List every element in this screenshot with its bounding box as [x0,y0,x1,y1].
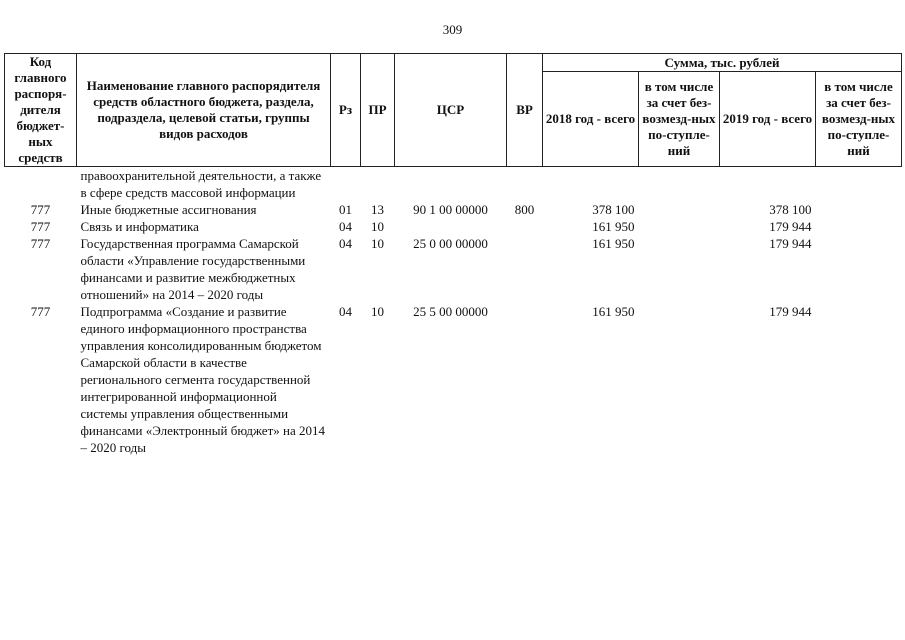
budget-table [4,53,902,456]
cell-2018-total: 161 950 [592,236,635,251]
cell-rz [331,167,361,202]
cell-csr [395,218,507,235]
cell-2018-free [639,235,720,303]
header-pr: ПР [361,54,395,167]
cell-csr: 90 1 00 00000 [413,202,488,217]
table-row [5,201,902,218]
cell-2019-free [816,303,902,456]
table-row [5,167,902,202]
table-row [5,218,902,235]
header-name: Наименование главного распорядителя средств областного бюджета, раздела, подраздела, целевой статьи, группы видов расходов [77,54,331,167]
cell-code: 777 [30,202,51,217]
cell-csr [395,167,507,202]
header-2018-free: в том числе за счет без-возмезд-ных по-ступле-ний [639,72,720,167]
cell-vr [507,303,543,456]
cell-2018-free [639,303,720,456]
cell-vr: 800 [514,202,535,217]
cell-2018-free [639,167,720,202]
header-vr: ВР [507,54,543,167]
header-2019-free: в том числе за счет без-возмезд-ных по-ступле-ний [816,72,902,167]
cell-code: 777 [30,236,51,251]
header-2018-total: 2018 год - всего [543,72,639,167]
cell-name: Государственная программа Самарской области «Управление государственными финансами и развитие межбюджетных отношений» на 2014 – 2020 годы [80,236,306,302]
cell-pr [361,167,395,202]
header-code: Код главного распоря-дителя бюджет-ных средств [5,54,77,167]
cell-name: Подпрограмма «Создание и развитие единого информационного пространства управления консолидированным бюджетом Самарской области в качестве регионального сегмента государственной интегрированной информационной системы управления общественными финансами «Электронный бюджет» на 2014 – 2020 годы [80,304,325,455]
cell-rz: 04 [339,219,352,234]
cell-code: 777 [30,304,51,319]
page-number: 309 [442,22,463,37]
cell-pr: 10 [371,219,384,234]
cell-2019-total: 179 944 [769,236,812,251]
table-header [5,54,902,167]
table-row [5,235,902,303]
cell-2018-total [543,167,639,202]
cell-2019-free [816,218,902,235]
cell-2018-total: 378 100 [592,202,635,217]
header-2019-total: 2019 год - всего [720,72,816,167]
cell-pr: 13 [371,202,384,217]
cell-csr: 25 0 00 00000 [413,236,488,251]
cell-pr: 10 [371,304,384,319]
cell-code: 777 [30,219,51,234]
cell-vr [507,167,543,202]
cell-vr [507,218,543,235]
cell-code [5,167,77,202]
cell-2019-free [816,201,902,218]
cell-2019-total [720,167,816,202]
cell-2018-free [639,218,720,235]
cell-2019-free [816,167,902,202]
header-sum: Сумма, тыс. рублей [543,54,902,72]
table-row [5,303,902,456]
header-rz: Рз [331,54,361,167]
cell-name: Связь и информатика [80,219,199,234]
cell-2019-total: 179 944 [769,219,812,234]
cell-vr [507,235,543,303]
cell-name: правоохранительной деятельности, а также в сфере средств массовой информации [80,168,322,200]
cell-2018-total: 161 950 [592,304,635,319]
cell-2018-total: 161 950 [592,219,635,234]
cell-pr: 10 [371,236,384,251]
cell-2018-free [639,201,720,218]
cell-rz: 04 [339,304,352,319]
cell-name: Иные бюджетные ассигнования [80,202,257,217]
cell-rz: 04 [339,236,352,251]
cell-2019-total: 179 944 [769,304,812,319]
header-csr: ЦСР [395,54,507,167]
cell-rz: 01 [339,202,352,217]
cell-2019-free [816,235,902,303]
cell-2019-total: 378 100 [769,202,812,217]
table-body [5,167,902,457]
cell-csr: 25 5 00 00000 [413,304,488,319]
